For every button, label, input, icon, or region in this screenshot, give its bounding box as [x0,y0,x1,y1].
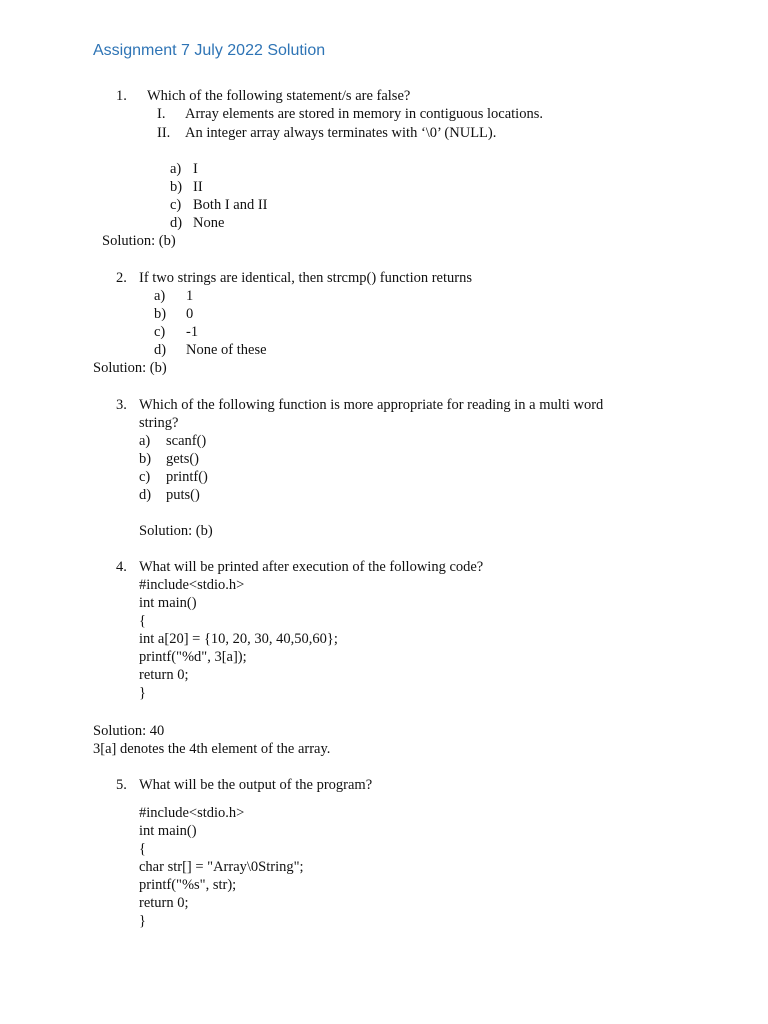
question-number: 2. [116,270,127,286]
solution-text: Solution: (b) [102,233,176,249]
statement-text: Array elements are stored in memory in contiguous locations. [185,106,543,122]
code-line: #include<stdio.h> [139,805,245,821]
option-letter: a) [139,433,151,449]
document-title: Assignment 7 July 2022 Solution [93,42,326,59]
question-text: What will be printed after execution of the following code? [139,559,484,575]
option-text: scanf() [166,433,207,449]
option-text: 1 [186,288,194,304]
solution-text: Solution: 40 [93,723,165,739]
option-letter: a) [154,288,166,304]
question-number: 1. [116,88,127,104]
question-text: What will be the output of the program? [139,777,373,793]
question-text: Which of the following statement/s are false? [147,88,411,104]
option-text: 0 [186,306,194,322]
question-number: 5. [116,777,127,793]
solution-explanation: 3[a] denotes the 4th element of the array. [93,741,331,757]
option-text: puts() [166,487,200,503]
option-text: printf() [166,469,208,485]
option-text: II [193,179,203,195]
code-line: printf("%s", str); [139,877,237,893]
question-text: If two strings are identical, then strcmp() function returns [139,270,472,286]
option-text: I [193,161,198,177]
code-line: #include<stdio.h> [139,577,245,593]
statement-number: I. [157,106,166,122]
code-line: int main() [139,823,197,839]
question-text-continued: string? [139,415,179,431]
code-line: int a[20] = {10, 20, 30, 40,50,60}; [139,631,338,647]
option-letter: d) [154,342,167,358]
code-line: } [139,685,146,701]
code-line: printf("%d", 3[a]); [139,649,247,665]
code-line: { [139,841,146,857]
option-letter: a) [170,161,182,177]
statement-text: An integer array always terminates with ‘\0’ (NULL). [185,125,497,141]
option-letter: b) [154,306,167,322]
option-letter: c) [154,324,166,340]
code-line: char str[] = "Array\0String"; [139,859,304,875]
question-number: 3. [116,397,127,413]
question-text: Which of the following function is more appropriate for reading in a multi word [139,397,604,413]
statement-number: II. [157,125,171,141]
option-text: gets() [166,451,200,467]
option-letter: b) [170,179,183,195]
option-text: None of these [186,342,267,358]
option-letter: d) [170,215,183,231]
option-letter: d) [139,487,152,503]
code-line: { [139,613,146,629]
code-line: int main() [139,595,197,611]
solution-text: Solution: (b) [93,360,167,376]
option-letter: c) [139,469,151,485]
option-text: None [193,215,225,231]
solution-text: Solution: (b) [139,523,213,539]
code-line: } [139,913,146,929]
question-number: 4. [116,559,127,575]
code-line: return 0; [139,667,189,683]
option-letter: b) [139,451,152,467]
option-text: Both I and II [193,197,268,213]
option-letter: c) [170,197,182,213]
option-text: -1 [186,324,199,340]
code-line: return 0; [139,895,189,911]
